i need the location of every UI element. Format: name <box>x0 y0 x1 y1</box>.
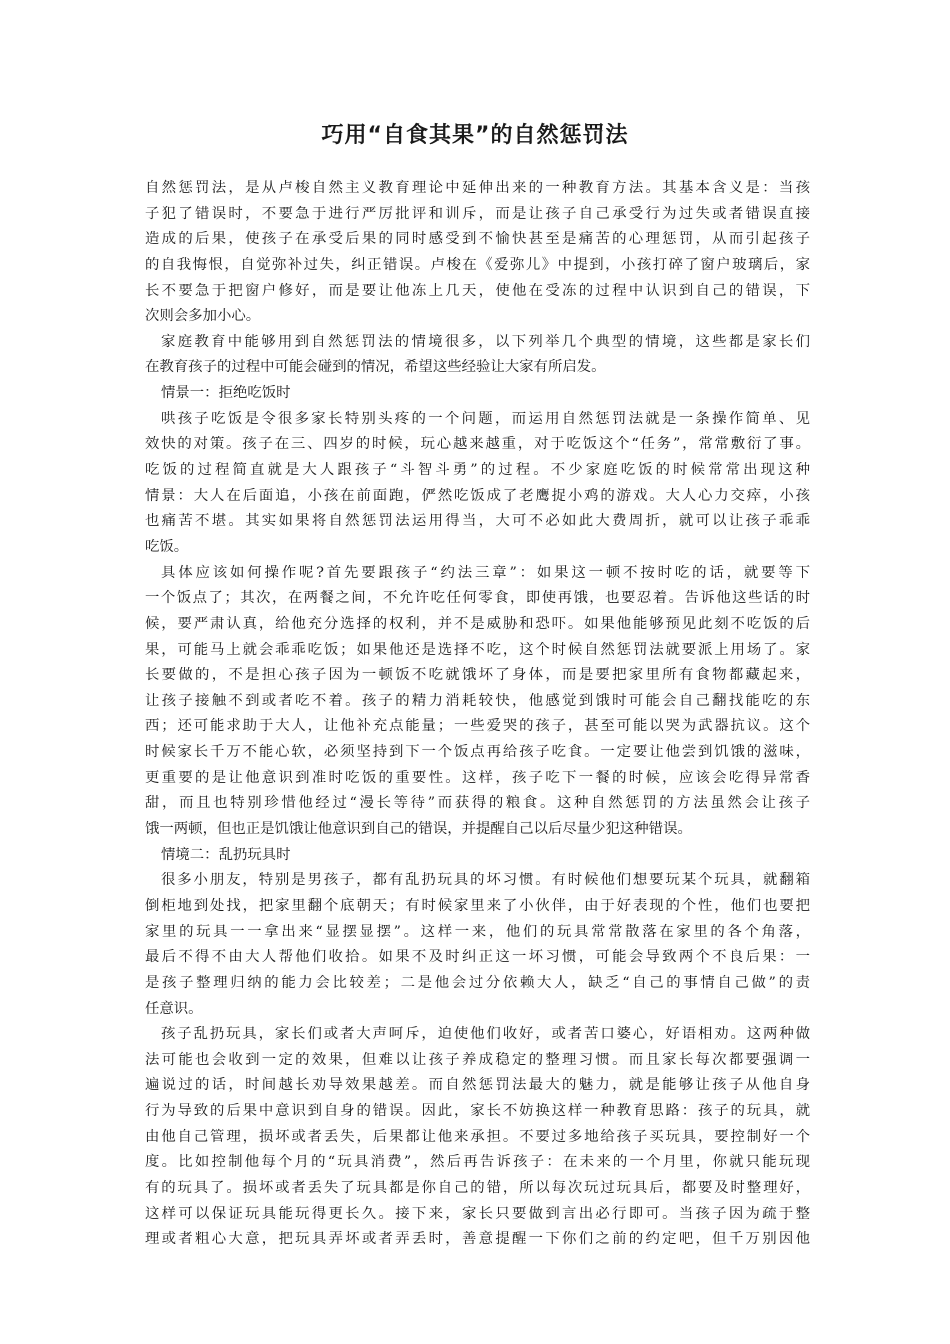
text-line: 行为导致的后果中意识到自身的错误。因此，家长不妨换这样一种教育思路：孩子的玩具，就 <box>145 1103 810 1120</box>
text-line: 次则会多加小心。 <box>145 308 261 325</box>
text-line: 任意识。 <box>145 1000 203 1017</box>
text-line: 倒柜地到处找，把家里翻个底朝天；有时候家里来了小伙伴，由于好表现的个性，他们也要把 <box>145 897 810 914</box>
text-line: 饿一两顿，但也正是饥饿让他意识到自己的错误，并提醒自己以后尽量少犯这种错误。 <box>145 821 692 838</box>
text-line: 最后不得不由大人帮他们收拾。如果不及时纠正这一坏习惯，可能会导致两个不良后果：一 <box>145 949 810 966</box>
text-line: 长要做的，不是担心孩子因为一顿饭不吃就饿坏了身体，而是要把家里所有食物都藏起来， <box>145 667 810 684</box>
document-body <box>145 176 810 1253</box>
text-line: 有的玩具了。损坏或者丢失了玩具都是你自己的错，所以每次玩过玩具后，都要及时整理好， <box>145 1179 810 1196</box>
text-line: 长不要急于把窗户修好，而是要让他冻上几天，使他在受冻的过程中认识到自己的错误，下 <box>145 282 810 299</box>
text-line: 情景：大人在后面追，小孩在前面跑，俨然吃饭成了老鹰捉小鸡的游戏。大人心力交瘁，小孩 <box>145 487 810 504</box>
text-line: 理或者粗心大意，把玩具弄坏或者弄丢时，善意提醒一下你们之前的约定吧，但千万别因他 <box>145 1231 810 1248</box>
text-line: 遍说过的话，时间越长劝导效果越差。而自然惩罚法最大的魅力，就是能够让孩子从他自身 <box>145 1077 810 1094</box>
page-title: 巧用“自食其果”的自然惩罚法 <box>321 123 629 148</box>
text-line: 孩子乱扔玩具，家长们或者大声呵斥，迫使他们收好，或者苦口婆心，好语相劝。这两种做 <box>161 1026 810 1043</box>
text-line: 甜，而且也特别珍惜他经过“漫长等待”而获得的粮食。这种自然惩罚的方法虽然会让孩子 <box>145 795 810 812</box>
text-line: 由他自己管理，损坏或者丢失，后果都让他来承担。不要过多地给孩子买玩具，要控制好一个 <box>145 1128 810 1145</box>
text-line: 造成的后果，使孩子在承受后果的同时感受到不愉快甚至是痛苦的心理惩罚，从而引起孩子 <box>145 231 810 248</box>
text-line: 法可能也会收到一定的效果，但难以让孩子养成稳定的整理习惯。而且家长每次都要强调一 <box>145 1051 810 1068</box>
text-line: 是孩子整理归纳的能力会比较差；二是他会过分依赖大人，缺乏“自己的事情自己做”的责 <box>145 974 810 991</box>
text-line: 子犯了错误时，不要急于进行严厉批评和训斥，而是让孩子自己承受行为过失或者错误直接 <box>145 205 810 222</box>
text-line: 让孩子接触不到或者吃不着。孩子的精力消耗较快，他感觉到饿时可能会自己翻找能吃的东 <box>145 692 810 709</box>
text-line: 哄孩子吃饭是令很多家长特别头疼的一个问题，而运用自然惩罚法就是一条操作简单、见 <box>161 410 810 427</box>
text-line: 情景一：拒绝吃饭时 <box>161 385 291 402</box>
text-line: 家庭教育中能够用到自然惩罚法的情境很多，以下列举几个典型的情境，这些都是家长们 <box>161 333 810 350</box>
text-line: 很多小朋友，特别是男孩子，都有乱扔玩具的坏习惯。有时候他们想要玩某个玩具，就翻箱 <box>161 872 810 889</box>
text-line: 时候家长千万不能心软，必须坚持到下一个饭点再给孩子吃食。一定要让他尝到饥饿的滋味， <box>145 744 810 761</box>
text-line: 一个饭点了；其次，在两餐之间，不允许吃任何零食，即使再饿，也要忍着。告诉他这些话的时 <box>145 590 810 607</box>
text-line: 度。比如控制他每个月的“玩具消费”，然后再告诉孩子：在未来的一个月里，你就只能玩现 <box>145 1154 810 1171</box>
text-line: 情境二：乱扔玩具时 <box>161 846 291 863</box>
text-line: 吃饭。 <box>145 538 189 555</box>
text-line: 果，可能马上就会乖乖吃饭；如果他还是选择不吃，这个时候自然惩罚法就要派上用场了。家 <box>145 641 810 658</box>
text-line: 在教育孩子的过程中可能会碰到的情况，希望这些经验让大家有所启发。 <box>145 359 606 376</box>
text-line: 吃饭的过程简直就是大人跟孩子“斗智斗勇”的过程。不少家庭吃饭的时候常常出现这种 <box>145 462 810 479</box>
text-line: 效快的对策。孩子在三、四岁的时候，玩心越来越重，对于吃饭这个“任务”，常常敷衍了事。 <box>145 436 810 453</box>
text-line: 这样可以保证玩具能玩得更长久。接下来，家长只要做到言出必行即可。当孩子因为疏于整 <box>145 1205 810 1222</box>
text-line: 也痛苦不堪。其实如果将自然惩罚法运用得当，大可不必如此大费周折，就可以让孩子乖乖 <box>145 513 810 530</box>
text-line: 的自我悔恨，自觉弥补过失，纠正错误。卢梭在《爱弥儿》中提到，小孩打碎了窗户玻璃后，家 <box>145 256 810 273</box>
text-line: 候，要严肃认真，给他充分选择的权利，并不是威胁和恐吓。如果他能够预见此刻不吃饭的后 <box>145 615 810 632</box>
text-line: 更重要的是让他意识到准时吃饭的重要性。这样，孩子吃下一餐的时候，应该会吃得异常香 <box>145 769 810 786</box>
text-line: 家里的玩具一一拿出来“显摆显摆”。这样一来，他们的玩具常常散落在家里的各个角落， <box>145 923 810 940</box>
text-line: 西；还可能求助于大人，让他补充点能量；一些爱哭的孩子，甚至可能以哭为武器抗议。这个 <box>145 718 810 735</box>
text-line: 自然惩罚法，是从卢梭自然主义教育理论中延伸出来的一种教育方法。其基本含义是：当孩 <box>145 180 810 196</box>
text-line: 具体应该如何操作呢?首先要跟孩子“约法三章”：如果这一顿不按时吃的话，就要等下 <box>161 564 810 581</box>
